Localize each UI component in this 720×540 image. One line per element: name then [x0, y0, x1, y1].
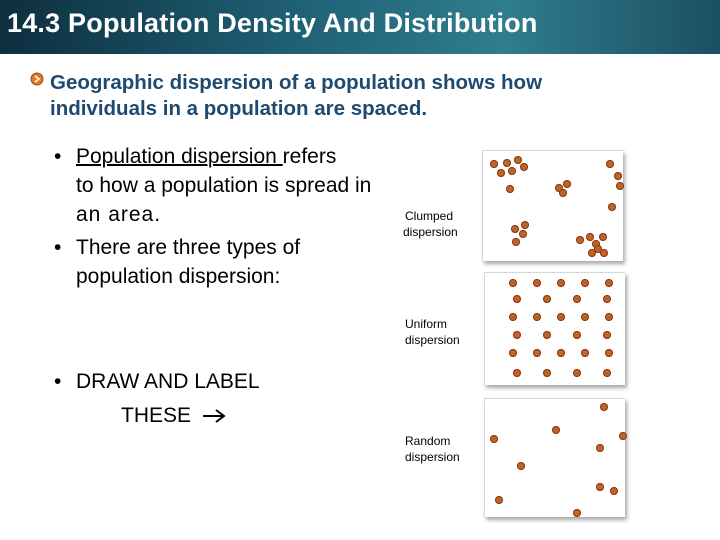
organism-dot	[520, 163, 528, 171]
organism-dot	[608, 203, 616, 211]
organism-dot	[557, 313, 565, 321]
organism-dot	[573, 331, 581, 339]
organism-dot	[600, 249, 608, 257]
organism-dot	[509, 313, 517, 321]
organism-dot	[497, 169, 505, 177]
organism-dot	[614, 172, 622, 180]
bullet-marker: •	[54, 236, 62, 259]
organism-dot	[573, 295, 581, 303]
organism-dot	[573, 369, 581, 377]
clumped-label-line-2: dispersion	[403, 225, 458, 239]
title-bar	[0, 0, 720, 54]
organism-dot	[543, 331, 551, 339]
organism-dot	[557, 279, 565, 287]
organism-dot	[513, 331, 521, 339]
organism-dot	[508, 167, 516, 175]
organism-dot	[619, 432, 627, 440]
bullet-1-line-1	[76, 142, 336, 171]
organism-dot	[512, 238, 520, 246]
organism-dot	[605, 349, 613, 357]
organism-dot	[610, 487, 618, 495]
organism-dot	[513, 369, 521, 377]
organism-dot	[581, 279, 589, 287]
organism-dot	[503, 159, 511, 167]
random-label	[405, 433, 460, 465]
organism-dot	[509, 349, 517, 357]
organism-dot	[506, 185, 514, 193]
organism-dot	[605, 313, 613, 321]
draw-these-text: THESE	[121, 404, 192, 427]
bullet-marker: •	[54, 145, 62, 168]
organism-dot	[511, 225, 519, 233]
lead-statement: Geographic dispersion of a population shows how individuals in a population are spaced.	[50, 71, 543, 120]
orange-bullet-icon	[30, 72, 44, 86]
organism-dot	[517, 462, 525, 470]
organism-dot	[581, 313, 589, 321]
uniform-label	[405, 316, 460, 348]
bullet-2-line-1: There are three types of	[76, 236, 301, 259]
organism-dot	[599, 233, 607, 241]
organism-dot	[495, 496, 503, 504]
bullet-1-line-2: to how a population is spread in	[76, 174, 372, 197]
organism-dot	[533, 279, 541, 287]
organism-dot	[573, 509, 581, 517]
slide-title: 14.3 Population Density And Distribution	[7, 8, 538, 38]
random-dispersion-figure	[484, 398, 625, 517]
organism-dot	[576, 236, 584, 244]
organism-dot	[533, 349, 541, 357]
organism-dot	[606, 160, 614, 168]
organism-dot	[490, 435, 498, 443]
organism-dot	[543, 295, 551, 303]
random-label-line-1: Random	[405, 434, 451, 448]
organism-dot	[559, 189, 567, 197]
organism-dot	[490, 160, 498, 168]
organism-dot	[600, 403, 608, 411]
organism-dot	[543, 369, 551, 377]
organism-dot	[616, 182, 624, 190]
organism-dot	[533, 313, 541, 321]
uniform-label-line-1: Uniform	[405, 317, 448, 331]
random-label-line-2: dispersion	[405, 450, 460, 464]
organism-dot	[603, 331, 611, 339]
clumped-dispersion-figure	[482, 150, 623, 261]
bullet-3-line-1: DRAW AND LABEL	[76, 370, 260, 393]
organism-dot	[603, 369, 611, 377]
organism-dot	[588, 249, 596, 257]
clumped-label-line-1: Clumped	[405, 209, 454, 223]
term-population-dispersion: Population dispersion	[76, 145, 283, 168]
organism-dot	[509, 279, 517, 287]
organism-dot	[563, 180, 571, 188]
organism-dot	[605, 279, 613, 287]
organism-dot	[521, 221, 529, 229]
organism-dot	[603, 295, 611, 303]
organism-dot	[557, 349, 565, 357]
bullet-2-line-2: population dispersion:	[76, 265, 281, 288]
uniform-dispersion-figure	[484, 272, 625, 385]
clumped-label	[403, 208, 458, 240]
bullet-1-line-3: an area.	[76, 203, 162, 226]
organism-dot	[596, 444, 604, 452]
organism-dot	[581, 349, 589, 357]
organism-dot	[519, 230, 527, 238]
uniform-label-line-2: dispersion	[405, 333, 460, 347]
organism-dot	[596, 483, 604, 491]
bullet-3-line-2	[121, 401, 229, 430]
bullet-1-text: refers	[282, 145, 337, 168]
organism-dot	[513, 295, 521, 303]
bullet-marker: •	[54, 370, 62, 393]
right-arrow-icon	[201, 408, 229, 424]
organism-dot	[552, 426, 560, 434]
